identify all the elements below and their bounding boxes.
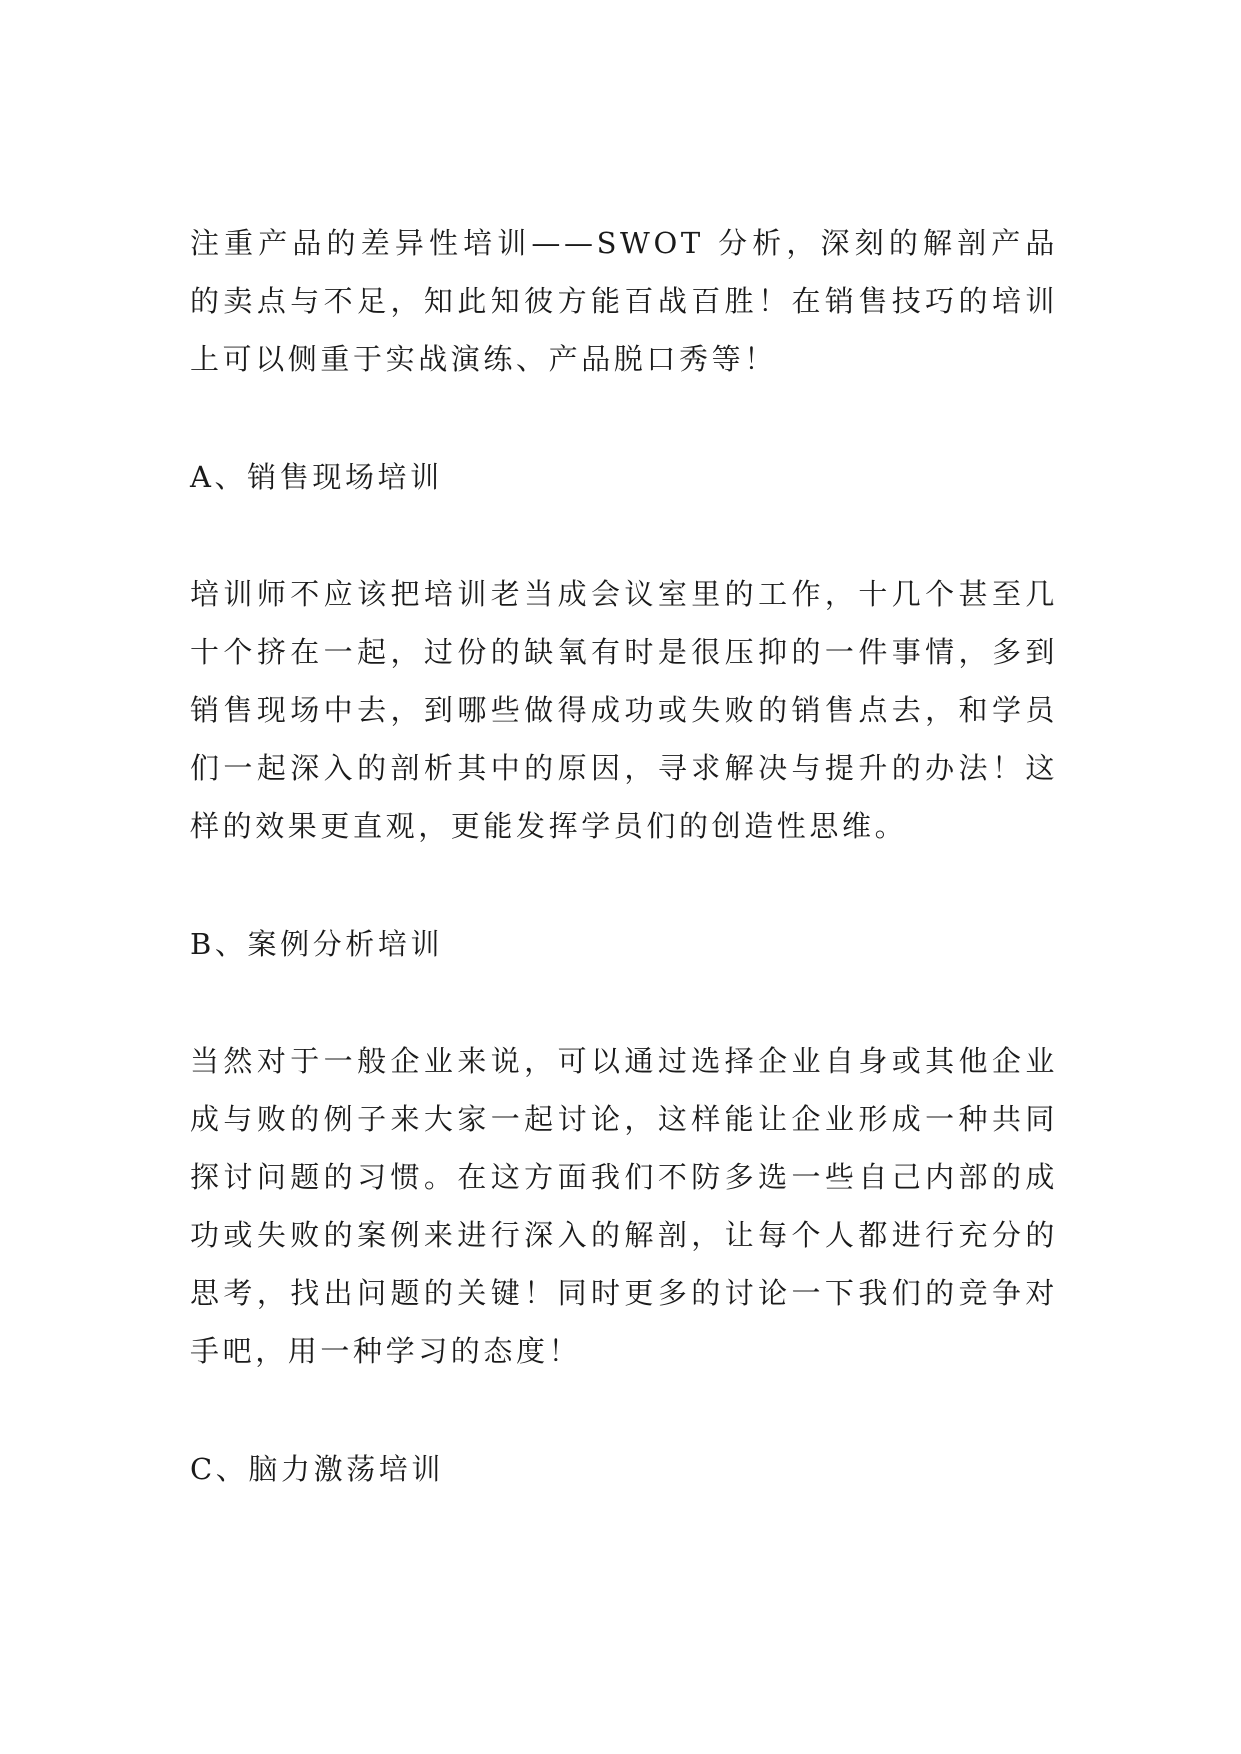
paragraph-product-differentiation: 注重产品的差异性培训——SWOT 分析，深刻的解剖产品的卖点与不足，知此知彼方能百战百胜！在销售技巧的培训上可以侧重于实战演练、产品脱口秀等！: [190, 226, 1058, 376]
heading-case-analysis-training: B、案例分析培训: [190, 927, 444, 961]
paragraph-case-analysis-training: 当然对于一般企业来说，可以通过选择企业自身或其他企业成与败的例子来大家一起讨论，这样能让企业形成一种共同探讨问题的习惯。在这方面我们不防多选一些自己内部的成功或失败的案例来进行深入的解剖，让每个人都进行充分的思考，找出问题的关键！同时更多的讨论一下我们的竞争对手吧，用一种学习的态度！: [190, 1044, 1058, 1368]
heading-brainstorming-training: C、脑力激荡培训: [190, 1452, 444, 1486]
paragraph-sales-site-training: 培训师不应该把培训老当成会议室里的工作，十几个甚至几十个挤在一起，过份的缺氧有时是很压抑的一件事情，多到销售现场中去，到哪些做得成功或失败的销售点去，和学员们一起深入的剖析其中的原因，寻求解决与提升的办法！这样的效果更直观，更能发挥学员们的创造性思维。: [190, 577, 1058, 843]
heading-sales-site-training: A、销售现场培训: [190, 460, 443, 494]
